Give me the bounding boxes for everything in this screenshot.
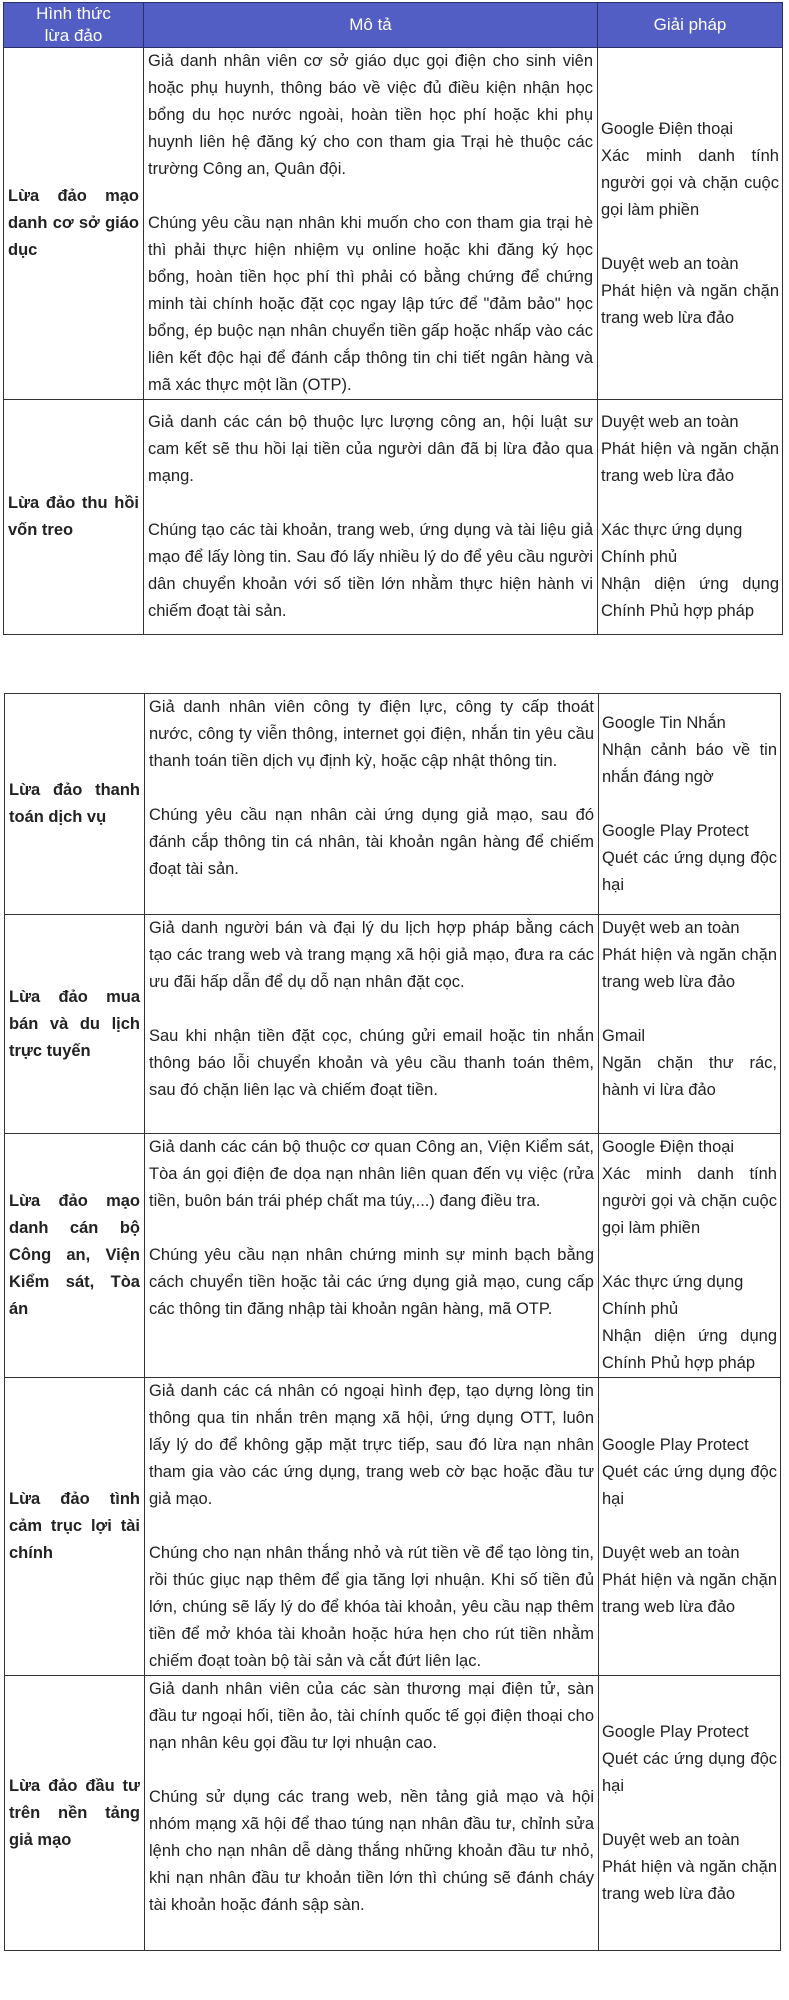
solution-text: Ngăn chặn thư rác, hành vi lừa đảo — [602, 1054, 777, 1099]
description-paragraph: Giả danh nhân viên cơ sở giáo dục gọi điện cho sinh viên hoặc phụ huynh, thông báo về việc đủ điều kiện nhận học bổng du học nước ngoài, hoàn tiền học phí hoặc khi phụ huynh liên hệ đăng ký cho con tham gia Trại hè thuộc các trường Công an, Quân đội. — [148, 52, 593, 178]
solution-text: Phát hiện và ngăn chặn trang web lừa đảo — [601, 281, 779, 327]
scam-description — [145, 1676, 599, 1951]
solution-name: Duyệt web an toàn — [602, 1830, 740, 1849]
header-scam-type-line1: Hình thức — [36, 4, 111, 23]
solution-item — [601, 116, 779, 224]
solution-item — [601, 409, 779, 490]
solution-item — [602, 1269, 777, 1377]
solution-item — [602, 1827, 777, 1908]
scam-type: Lừa đảo tình cảm trục lợi tài chính — [5, 1378, 145, 1676]
header-description: Mô tả — [144, 3, 598, 48]
solution-text: Quét các ứng dụng độc hại — [602, 848, 777, 894]
solution-text: Xác minh danh tính người gọi và chặn cuộc gọi làm phiền — [602, 1165, 777, 1237]
solution-text: Nhận diện ứng dụng Chính Phủ hợp pháp — [601, 575, 779, 620]
solution-item — [601, 251, 779, 332]
solution-text: Quét các ứng dụng độc hại — [602, 1463, 777, 1508]
description-paragraph: Chúng tạo các tài khoản, trang web, ứng dụng và tài liệu giả mạo để lấy lòng tin. Sau đó lấy nhiều lý do để yêu cầu người dân chuyển khoản với số tiền lớn nhằm thực hiện hành vi chiếm đoạt tài sản. — [148, 521, 593, 620]
solution-text: Xác minh danh tính người gọi và chặn cuộc gọi làm phiền — [601, 146, 779, 219]
description-paragraph: Chúng yêu cầu nạn nhân cài ứng dụng giả mạo, sau đó đánh cắp thông tin cá nhân, tài khoản ngân hàng để chiếm đoạt tài sản. — [149, 806, 594, 878]
solution-item — [602, 1023, 777, 1104]
description-paragraph: Chúng yêu cầu nạn nhân chứng minh sự minh bạch bằng cách chuyển tiền hoặc tải các ứng dụng giả mạo, cung cấp các thông tin đăng nhập tài khoản ngân hàng, mã OTP. — [149, 1246, 594, 1318]
scam-type: Lừa đảo mạo danh cơ sở giáo dục — [4, 48, 144, 400]
header-solution: Giải pháp — [598, 3, 783, 48]
solution-name: Google Điện thoại — [601, 119, 734, 138]
solution-name: Gmail — [602, 1027, 646, 1045]
scam-description — [144, 400, 598, 635]
scam-solutions — [599, 1676, 781, 1951]
solution-name: Xác thực ứng dụng Chính phủ — [601, 521, 743, 566]
description-paragraph: Giả danh nhân viên công ty điện lực, công ty cấp thoát nước, công ty viễn thông, internet gọi điện, nhắn tin yêu cầu thanh toán tiền dịch vụ định kỳ, hoặc cập nhật thông tin. — [149, 698, 594, 770]
table-row — [5, 694, 781, 915]
solution-text: Phát hiện và ngăn chặn trang web lừa đảo — [602, 1571, 777, 1616]
solution-name: Duyệt web an toàn — [601, 413, 739, 431]
scam-type: Lừa đảo mua bán và du lịch trực tuyến — [5, 915, 145, 1134]
solution-item — [602, 1134, 777, 1242]
table-row — [4, 400, 783, 635]
description-paragraph: Giả danh nhân viên của các sàn thương mại điện tử, sàn đầu tư ngoại hối, tiền ảo, tài chính quốc tế gọi điện thoại cho nạn nhân kêu gọi đầu tư lợi nhuận cao. — [149, 1680, 594, 1752]
solution-text: Nhận cảnh báo về tin nhắn đáng ngờ — [602, 740, 777, 786]
solution-name: Google Điện thoại — [602, 1138, 735, 1156]
solution-text: Quét các ứng dụng độc hại — [602, 1749, 777, 1795]
scam-type: Lừa đảo mạo danh cán bộ Công an, Viện Kiểm sát, Tòa án — [5, 1134, 145, 1378]
table-row — [5, 915, 781, 1134]
solution-item — [602, 915, 777, 996]
table-row — [5, 1676, 781, 1951]
scam-description — [145, 1378, 599, 1676]
scam-solutions — [598, 400, 783, 635]
scam-description — [144, 48, 598, 400]
table-row — [4, 48, 783, 400]
solution-name: Duyệt web an toàn — [602, 1544, 740, 1562]
scam-description — [145, 1134, 599, 1378]
scam-type: Lừa đảo đầu tư trên nền tảng giả mạo — [5, 1676, 145, 1951]
scam-type: Lừa đảo thanh toán dịch vụ — [5, 694, 145, 915]
solution-item — [602, 1719, 777, 1800]
solution-item — [601, 517, 779, 625]
description-paragraph: Giả danh các cán bộ thuộc lực lượng công an, hội luật sư cam kết sẽ thu hồi lại tiền của người dân đã bị lừa đảo qua mạng. — [148, 413, 593, 485]
table-row — [5, 1134, 781, 1378]
solution-text: Phát hiện và ngăn chặn trang web lừa đảo — [602, 946, 777, 991]
solution-text: Nhận diện ứng dụng Chính Phủ hợp pháp — [602, 1327, 777, 1372]
solution-item — [602, 818, 777, 899]
description-paragraph: Giả danh người bán và đại lý du lịch hợp pháp bằng cách tạo các trang web và trang mạng xã hội giả mạo, đưa ra các ưu đãi hấp dẫn để dụ dỗ nạn nhân đặt cọc. — [149, 919, 594, 991]
solution-item — [602, 1432, 777, 1513]
header-row — [4, 3, 783, 48]
description-paragraph: Chúng cho nạn nhân thắng nhỏ và rút tiền về để tạo lòng tin, rồi thúc giục nạp thêm để gia tăng lợi nhuận. Khi số tiền đủ lớn, chúng sẽ lấy lý do để khóa tài khoản, yêu cầu nạp thêm tiền để mở khóa tài khoản hoặc hứa hẹn cho rút tiền nhằm chiếm đoạt toàn bộ tài sản và cắt đứt liên lạc. — [149, 1544, 594, 1670]
solution-name: Google Play Protect — [602, 821, 749, 840]
solution-name: Xác thực ứng dụng Chính phủ — [602, 1273, 744, 1318]
solution-name: Google Tin Nhắn — [602, 713, 726, 732]
solution-text: Phát hiện và ngăn chặn trang web lừa đảo — [601, 440, 779, 485]
scam-table-part-1 — [3, 2, 783, 635]
scam-solutions — [599, 694, 781, 915]
scam-table-part-2 — [4, 693, 781, 1951]
scam-solutions — [599, 915, 781, 1134]
header-scam-type — [4, 3, 144, 48]
solution-text: Phát hiện và ngăn chặn trang web lừa đảo — [602, 1857, 777, 1903]
solution-item — [602, 710, 777, 791]
scam-solutions — [599, 1378, 781, 1676]
solution-name: Google Play Protect — [602, 1436, 749, 1454]
scam-type: Lừa đảo thu hồi vốn treo — [4, 400, 144, 635]
scam-description — [145, 915, 599, 1134]
solution-name: Duyệt web an toàn — [602, 919, 740, 937]
scam-solutions — [598, 48, 783, 400]
solution-item — [602, 1540, 777, 1621]
table-row — [5, 1378, 781, 1676]
description-paragraph: Chúng yêu cầu nạn nhân khi muốn cho con tham gia trại hè thì phải thực hiện nhiệm vụ online hoặc khi đăng ký học bổng, hoàn tiền học phí thì phải có bằng chứng để chứng minh tài chính hoặc đặt cọc ngay lập tức để "đảm bảo" học bổng, ép buộc nạn nhân chuyển tiền gấp hoặc nhấp vào các liên kết độc hại để đánh cắp thông tin chi tiết ngân hàng và mã xác thực một lần (OTP). — [148, 214, 593, 394]
description-paragraph: Sau khi nhận tiền đặt cọc, chúng gửi email hoặc tin nhắn thông báo lỗi chuyển khoản và yêu cầu thanh toán thêm, sau đó chặn liên lạc và chiếm đoạt tiền. — [149, 1027, 594, 1099]
description-paragraph: Giả danh các cán bộ thuộc cơ quan Công an, Viện Kiểm sát, Tòa án gọi điện đe dọa nạn nhân liên quan đến vụ việc (rửa tiền, buôn bán trái phép chất ma túy,...) đang điều tra. — [149, 1138, 594, 1210]
header-scam-type-line2: lừa đảo — [44, 26, 103, 45]
description-paragraph: Giả danh các cá nhân có ngoại hình đẹp, tạo dựng lòng tin thông qua tin nhắn trên mạng xã hội, ứng dụng OTT, luôn lấy lý do để không gặp mặt trực tiếp, sau đó lừa nạn nhân tham gia vào các ứng dụng, trang web cờ bạc hoặc đầu tư giả mạo. — [149, 1382, 594, 1508]
solution-name: Google Play Protect — [602, 1722, 749, 1741]
description-paragraph: Chúng sử dụng các trang web, nền tảng giả mạo và hội nhóm mạng xã hội để thao túng nạn nhân đầu tư, chỉnh sửa lệnh cho nạn nhân dễ dàng thắng những khoản đầu tư nhỏ, khi nạn nhân đầu tư khoản tiền lớn thì chúng sẽ đánh cháy tài khoản hoặc đánh sập sàn. — [149, 1788, 594, 1914]
solution-name: Duyệt web an toàn — [601, 254, 739, 273]
scam-solutions — [599, 1134, 781, 1378]
scam-description — [145, 694, 599, 915]
